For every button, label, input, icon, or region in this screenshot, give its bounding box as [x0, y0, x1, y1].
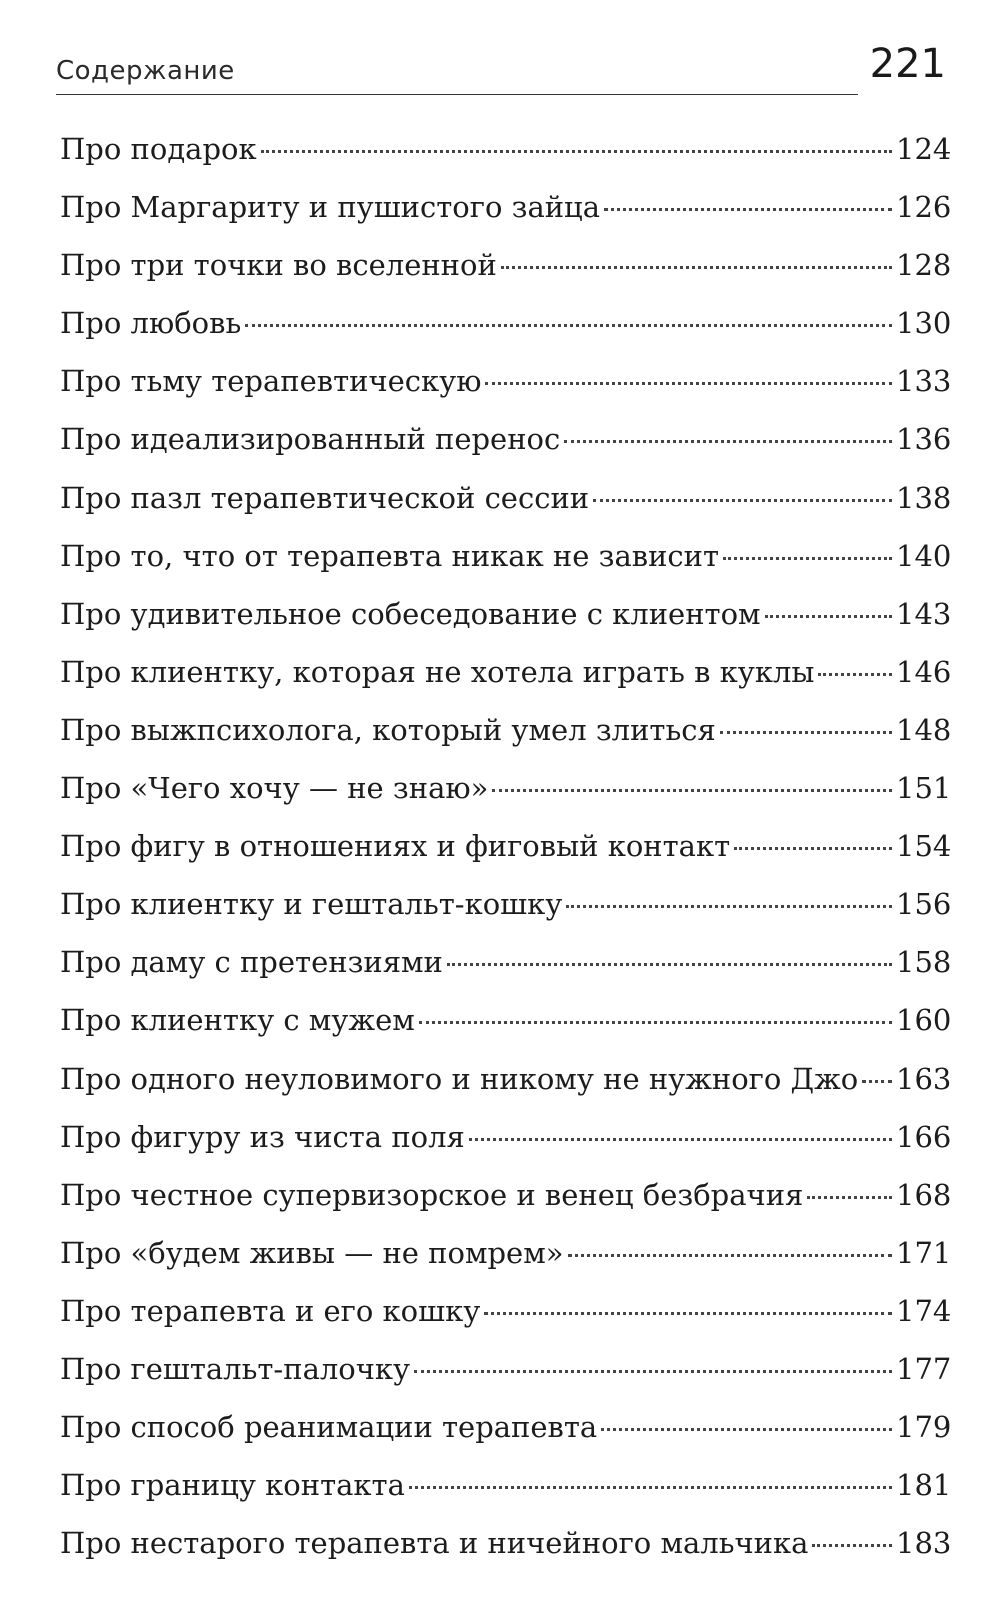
toc-entry-title: Про тьму терапевтическую — [60, 364, 482, 399]
toc-entry-page: 140 — [896, 538, 952, 573]
toc-entry[interactable] — [60, 527, 952, 585]
dot-leader — [593, 499, 892, 502]
toc-entry-title: Про способ реанимации терапевта — [60, 1410, 598, 1445]
dot-leader — [568, 1254, 892, 1257]
toc-entry-title: Про пазл терапевтической сессии — [60, 480, 590, 515]
toc-entry[interactable] — [60, 352, 952, 410]
toc-entry-page: 166 — [896, 1119, 952, 1154]
toc-entry[interactable] — [60, 1514, 952, 1572]
toc-entry-title: Про границу контакта — [60, 1468, 405, 1503]
toc-entry-title: Про честное супервизорское и венец безбрачия — [60, 1177, 804, 1212]
header-rule — [56, 94, 858, 95]
dot-leader — [564, 440, 892, 443]
dot-leader — [484, 1312, 892, 1315]
section-name: Содержание — [56, 56, 235, 86]
dot-leader — [604, 208, 892, 211]
toc-entry[interactable] — [60, 875, 952, 933]
toc-entry-page: 154 — [896, 829, 952, 864]
toc-entry-page: 148 — [896, 712, 952, 747]
dot-leader — [723, 557, 892, 560]
toc-entry-title: Про любовь — [60, 306, 242, 341]
toc-entry[interactable] — [60, 1340, 952, 1398]
toc-entry-title: Про гештальт-палочку — [60, 1351, 411, 1386]
toc-entry-title: Про терапевта и его кошку — [60, 1293, 481, 1328]
toc-entry[interactable] — [60, 410, 952, 468]
toc-entry-title: Про даму с претензиями — [60, 945, 443, 980]
page-number: 221 — [869, 41, 946, 87]
toc-entry-page: 124 — [896, 132, 952, 166]
toc-entry[interactable] — [60, 1224, 952, 1282]
toc-entry-page: 174 — [896, 1293, 952, 1328]
toc-entry-page: 156 — [896, 887, 952, 922]
toc-entry[interactable] — [60, 1398, 952, 1456]
dot-leader — [501, 266, 892, 269]
toc-entry[interactable] — [60, 643, 952, 701]
running-head — [56, 41, 946, 100]
toc-entry-page: 181 — [896, 1468, 952, 1503]
toc-entry[interactable] — [60, 1166, 952, 1224]
toc-entry-title: Про фигуру из чиста поля — [60, 1119, 465, 1154]
dot-leader — [765, 615, 892, 618]
toc-entry[interactable] — [60, 759, 952, 817]
toc-entry-page: 183 — [896, 1526, 952, 1561]
toc-entry-title: Про нестарого терапевта и ничейного мальчика — [60, 1526, 809, 1561]
toc-entry-page: 143 — [896, 596, 952, 631]
toc-entry-title: Про Маргариту и пушистого зайца — [60, 190, 600, 225]
toc-entry[interactable] — [60, 991, 952, 1049]
dot-leader — [261, 150, 892, 153]
dot-leader — [601, 1428, 892, 1431]
dot-leader — [469, 1138, 892, 1141]
dot-leader — [419, 1021, 892, 1024]
toc-entry-title: Про «Чего хочу — не знаю» — [60, 771, 489, 806]
toc-entry-page: 171 — [896, 1235, 952, 1270]
toc-entry-page: 179 — [896, 1410, 952, 1445]
toc-entry[interactable] — [60, 933, 952, 991]
toc-entry-title: Про фигу в отношениях и фиговый контакт — [60, 829, 731, 864]
toc-entry-page: 163 — [896, 1061, 952, 1096]
toc-entry[interactable] — [60, 701, 952, 759]
toc-entry-title: Про три точки во вселенной — [60, 248, 497, 283]
toc-entry[interactable] — [60, 294, 952, 352]
toc-entry[interactable] — [60, 120, 952, 178]
toc-entry[interactable] — [60, 469, 952, 527]
dot-leader — [566, 905, 892, 908]
toc-entry-page: 126 — [896, 190, 952, 225]
dot-leader — [720, 731, 892, 734]
dot-leader — [734, 847, 892, 850]
toc-entry-title: Про клиентку и гештальт-кошку — [60, 887, 563, 922]
toc-entry[interactable] — [60, 1456, 952, 1514]
toc-entry[interactable] — [60, 817, 952, 875]
toc-entry-page: 151 — [896, 771, 952, 806]
toc-entry-page: 128 — [896, 248, 952, 283]
toc-entry-title: Про выжпсихолога, который умел злиться — [60, 712, 716, 747]
toc-entry[interactable] — [60, 236, 952, 294]
toc-entry-page: 133 — [896, 364, 952, 399]
toc-entry-title: Про клиентку с мужем — [60, 1003, 415, 1038]
toc-entry-page: 138 — [896, 480, 952, 515]
toc-entry-title: Про подарок — [60, 132, 257, 166]
toc-entry[interactable] — [60, 1282, 952, 1340]
dot-leader — [807, 1196, 892, 1199]
toc-entry-page: 168 — [896, 1177, 952, 1212]
toc-entry-page: 136 — [896, 422, 952, 457]
table-of-contents — [60, 120, 952, 1572]
toc-entry-page: 158 — [896, 945, 952, 980]
dot-leader — [492, 789, 892, 792]
toc-entry-title: Про клиентку, которая не хотела играть в куклы — [60, 654, 815, 689]
toc-entry-title: Про «будем живы — не помрем» — [60, 1235, 564, 1270]
dot-leader — [245, 324, 892, 327]
toc-entry-title: Про идеализированный перенос — [60, 422, 561, 457]
toc-entry-page: 160 — [896, 1003, 952, 1038]
toc-entry[interactable] — [60, 178, 952, 236]
toc-entry-page: 130 — [896, 306, 952, 341]
dot-leader — [818, 673, 892, 676]
toc-entry[interactable] — [60, 585, 952, 643]
dot-leader — [485, 382, 892, 385]
dot-leader — [862, 1080, 892, 1083]
toc-entry[interactable] — [60, 1108, 952, 1166]
dot-leader — [414, 1370, 892, 1373]
toc-entry[interactable] — [60, 1050, 952, 1108]
dot-leader — [447, 963, 892, 966]
dot-leader — [812, 1544, 892, 1547]
toc-entry-page: 177 — [896, 1351, 952, 1386]
toc-entry-title: Про удивительное собеседование с клиентом — [60, 596, 761, 631]
toc-entry-page: 146 — [896, 654, 952, 689]
dot-leader — [409, 1486, 892, 1489]
toc-entry-title: Про то, что от терапевта никак не зависит — [60, 538, 720, 573]
toc-entry-title: Про одного неуловимого и никому не нужного Джо — [60, 1061, 859, 1096]
